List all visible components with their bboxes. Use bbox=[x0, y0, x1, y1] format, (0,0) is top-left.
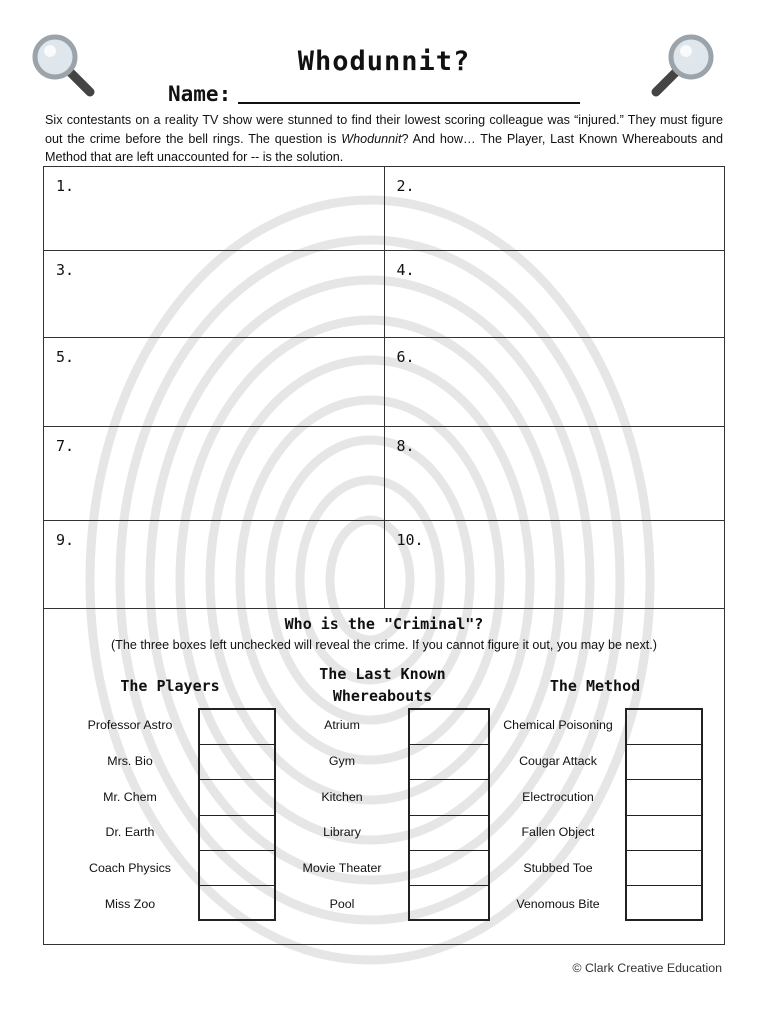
answer-box[interactable] bbox=[44, 427, 385, 521]
answer-number: 10. bbox=[396, 531, 424, 549]
whereabouts-heading-line: Whereabouts bbox=[332, 687, 433, 705]
player-item: Miss Zoo bbox=[104, 896, 156, 911]
method-list bbox=[478, 708, 638, 923]
intro-text: Six contestants on a reality TV show were stunned to find their lowest scoring colleague was “injured.” They must figure out the crime before the bell rings. The question is bbox=[45, 113, 723, 146]
criminal-instructions: (The three boxes left unchecked will reveal the crime. If you cannot figure it out, you may be next.) bbox=[110, 638, 657, 652]
location-item: Atrium bbox=[324, 718, 360, 732]
checkbox[interactable] bbox=[410, 851, 488, 886]
method-item: Fallen Object bbox=[521, 825, 595, 840]
name-field[interactable] bbox=[238, 102, 580, 104]
method-item: Chemical Poisoning bbox=[503, 718, 613, 732]
answer-box[interactable] bbox=[384, 521, 725, 609]
answer-number: 5. bbox=[56, 348, 75, 366]
answer-number: 3. bbox=[56, 261, 75, 279]
answer-number: 8. bbox=[396, 437, 415, 455]
intro-paragraph bbox=[45, 111, 723, 167]
location-item: Movie Theater bbox=[302, 861, 382, 876]
answer-box[interactable] bbox=[44, 251, 385, 338]
player-item: Coach Physics bbox=[89, 861, 171, 876]
checkbox[interactable] bbox=[627, 886, 701, 921]
checkbox[interactable] bbox=[627, 816, 701, 851]
answer-box[interactable] bbox=[384, 338, 725, 427]
checkbox[interactable] bbox=[410, 780, 488, 815]
answer-number: 6. bbox=[396, 348, 415, 366]
checkbox[interactable] bbox=[410, 710, 488, 745]
intro-emphasis: Whodunnit bbox=[341, 131, 402, 146]
method-heading: The Method bbox=[549, 677, 641, 695]
player-item: Professor Astro bbox=[87, 718, 173, 732]
checkbox[interactable] bbox=[627, 780, 701, 815]
whereabouts-list bbox=[262, 708, 422, 923]
answer-number: 4. bbox=[396, 261, 415, 279]
whereabouts-heading bbox=[290, 663, 475, 707]
player-item: Mrs. Bio bbox=[107, 753, 153, 768]
location-item: Pool bbox=[329, 896, 355, 911]
answer-box[interactable] bbox=[44, 338, 385, 427]
players-list bbox=[50, 708, 210, 923]
players-heading: The Players bbox=[120, 677, 220, 695]
answer-grid bbox=[43, 166, 725, 609]
checkbox[interactable] bbox=[627, 710, 701, 745]
answer-number: 7. bbox=[56, 437, 75, 455]
name-label: Name: bbox=[168, 82, 232, 106]
method-item: Electrocution bbox=[522, 789, 594, 804]
answer-box[interactable] bbox=[44, 521, 385, 609]
checkbox[interactable] bbox=[410, 816, 488, 851]
method-item: Venomous Bite bbox=[516, 896, 600, 911]
player-item: Mr. Chem bbox=[103, 789, 157, 804]
location-item: Kitchen bbox=[321, 789, 363, 804]
copyright-footer: © Clark Creative Education bbox=[572, 961, 722, 975]
answer-number: 9. bbox=[56, 531, 75, 549]
answer-number: 1. bbox=[56, 177, 75, 195]
checkbox[interactable] bbox=[410, 745, 488, 780]
location-item: Library bbox=[323, 825, 361, 840]
location-item: Gym bbox=[328, 753, 356, 768]
checkbox[interactable] bbox=[627, 851, 701, 886]
whereabouts-heading-line: The Last Known bbox=[319, 665, 446, 683]
answer-box[interactable] bbox=[44, 167, 385, 251]
criminal-title: Who is the "Criminal"? bbox=[284, 615, 484, 633]
method-item: Cougar Attack bbox=[519, 753, 597, 768]
method-item: Stubbed Toe bbox=[523, 861, 593, 876]
method-checkboxes bbox=[625, 708, 703, 921]
page-title: Whodunnit? bbox=[297, 46, 471, 77]
player-item: Dr. Earth bbox=[105, 825, 155, 840]
answer-box[interactable] bbox=[384, 251, 725, 338]
answer-box[interactable] bbox=[384, 167, 725, 251]
checkbox[interactable] bbox=[627, 745, 701, 780]
answer-box[interactable] bbox=[384, 427, 725, 521]
intro-text: ? And how… The Player, Last Known Whereabouts and Method that are left unaccounted for -- is the solution. bbox=[45, 131, 723, 164]
checkbox[interactable] bbox=[410, 886, 488, 921]
answer-number: 2. bbox=[396, 177, 415, 195]
